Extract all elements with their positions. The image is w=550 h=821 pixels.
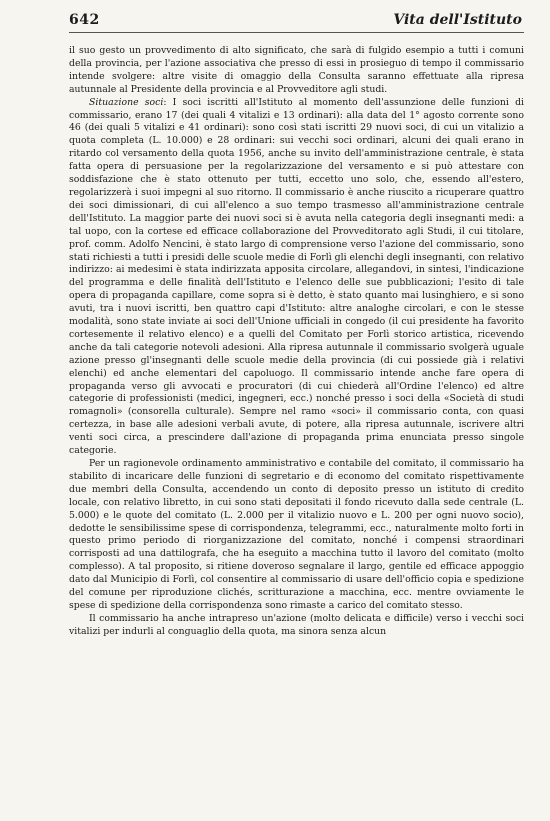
paragraph-text: Il commissario ha anche intrapreso un'azione (molto delicata e difficile) verso i vecchi soci vitalizi per indurli al conguaglio della quota, ma sinora senza alcun [69,612,524,637]
running-title: Vita dell'Istituto [393,12,522,28]
paragraph-vecchi-soci [69,613,524,639]
body-text [69,45,524,639]
paragraph-continuation [69,45,524,97]
page-number: 642 [69,12,100,28]
paragraph-text: : I soci iscritti all'Istituto al momento dell'assunzione delle funzioni di commissario, erano 17 (dei quali 4 vitalizi e 13 ordinari): alla data del 1° agosto corrente sono 46 (dei quali 5 vitalizi e 41 ordinari): sono così stati iscritti 29 nuovi soci, di cui un vitalizio a quota completa (L. 10.000) e 28 ordinari: sui vecchi soci ordinari, alcuni dei quali erano in ritardo col versamento della quota 1956, anche su invito dell'amministrazione centrale, è stata fatta opera di persuasione per la regolarizzazione del versamento e si può attestare con soddisfazione che è stato ottenuto per tutti, eccetto uno solo, che, essendo all'estero, regolarizzerà i suoi impegni al suo ritorno. Il commissario è anche riuscito a ricuperare quattro dei soci dimissionari, di cui all'elenco a suo tempo trasmesso all'amministrazione centrale dell'Istituto. La maggior parte dei nuovi soci si è avuta nella categoria degli insegnanti medi: a tal uopo, con la cortese ed efficace collaborazione del Provveditorato agli Studi, il cui titolare, prof. comm. Adolfo Nencini, è stato largo di comprensione verso l'azione del commissario, sono stati richiesti a tutti i presidi delle scuole medie di Forlì gli elenchi degli insegnanti, con relativo indirizzo: ai medesimi è stata indirizzata apposita circolare, allegandovi, in sintesi, l'indicazione del programma e delle finalità dell'Istituto e l'elenco delle sue pubblicazioni; l'esito di tale opera di propaganda capillare, come sopra si è detto, è stato quanto mai lusinghiero, e si sono avuti, tra i nuovi iscritti, ben quattro capi d'Istituto: altre analoghe circolari, e con le stesse modalità, sono state inviate ai soci dell'Unione ufficiali in congedo (il cui presidente ha favorito cortesemente il relativo elenco) e a quelli del Comitato per Forlì storico artistica, ricevendo anche da tali categorie notevoli adesioni. Alla ripresa autunnale il commissario svolgerà uguale azione presso gl'insegnanti delle scuole medie della provincia (di cui possiede già i relativi elenchi) ed anche elementari del capoluogo. Il commissario intende anche fare opera di propaganda verso gli avvocati e procuratori (di cui chiederà all'Ordine l'elenco) ed altre categorie di professionisti (medici, ingegneri, ecc.) nonché presso i soci della «Società di studi romagnoli» (consorella culturale). Sempre nel ramo «soci» il commissario conta, con quasi certezza, in base alle adesioni verbali avute, di potere, alla ripresa autunnale, iscrivere altri venti soci circa, a prescindere dall'azione di propaganda prima enunciata presso singole categorie. [69,96,525,457]
paragraph-text: Per un ragionevole ordinamento amministrativo e contabile del comitato, il commissario ha stabilito di incaricare delle funzioni di segretario e di economo del comitato rispettivamente due membri della Consulta, accendendo un conto di deposito presso un istituto di credito locale, con relativo libretto, in cui sono stati depositati il fondo ricevuto dalla sede centrale (L. 5.000) e le quote del comitato (L. 2.000 per il vitalizio nuovo e L. 200 per ogni nuovo socio), dedotte le sensibilissime spese di corrispondenza, telegrammi, ecc., naturalmente molto forti in questo primo periodo di riorganizzazione del comitato, nonché i compensi straordinari corrisposti ad una dattilografa, che ha eseguito a macchina tutto il lavoro del comitato (molto complesso). A tal proposito, si ritiene doveroso segnalare il largo, gentile ed efficace appoggio dato dal Municipio di Forlì, col consentire al commissario di usare dell'officio copia e spedizione del comune per riproduzione clichés, scritturazione a macchina, ecc. mentre ovviamente le spese di spedizione della corrispondenza sono rimaste a carico del comitato stesso. [69,458,524,611]
section-label: Situazione soci [89,96,164,108]
paragraph-text: il suo gesto un provvedimento di alto significato, che sarà di fulgido esempio a tutti i comuni della provincia, per l'azione associativa che presso di essi in prosieguo di tempo il commissario intende svolgere: altre visite di omaggio della Consulta saranno effettuate alla ripresa autunnale al Presidente della provincia e al Provveditore agli studi. [69,45,524,95]
paragraph-situazione-soci [69,97,524,458]
document-page [69,12,524,639]
paragraph-ordinamento [69,458,524,613]
page-header [69,12,524,33]
